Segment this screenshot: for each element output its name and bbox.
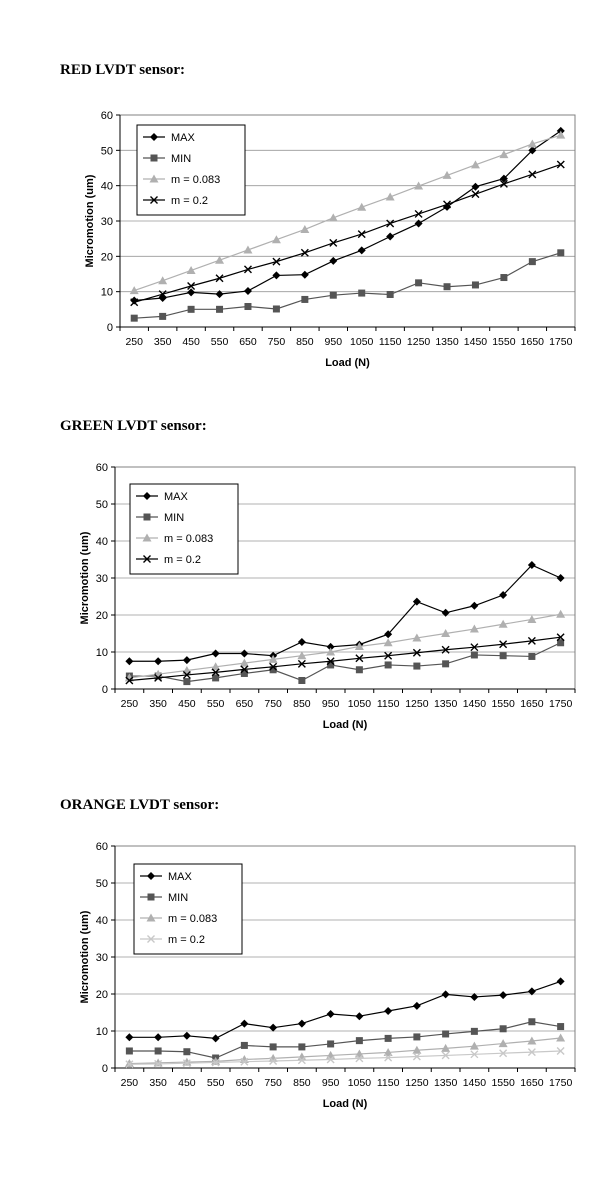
- x-tick-label: 1350: [435, 336, 459, 348]
- data-point-min: [471, 651, 478, 658]
- legend-label-max: MAX: [171, 132, 195, 144]
- data-point-min: [327, 1040, 334, 1047]
- data-point-m-0-2: [330, 239, 337, 246]
- data-point-min: [358, 290, 365, 297]
- data-point-max: [269, 1024, 277, 1032]
- y-tick-label: 10: [100, 286, 113, 299]
- series-line-min: [129, 1022, 560, 1058]
- legend-label-min: MIN: [164, 512, 185, 524]
- data-point-max: [298, 638, 306, 646]
- data-point-max: [499, 991, 507, 999]
- chart-red-lvdt: [0, 100, 600, 369]
- x-tick-labels: [120, 327, 575, 348]
- data-point-m-0-083: [329, 213, 338, 221]
- data-point-m-0-2: [472, 191, 479, 198]
- data-point-min: [500, 274, 507, 281]
- data-point-min: [442, 660, 449, 667]
- data-point-m-0-2: [301, 249, 308, 256]
- data-point-max: [471, 183, 479, 191]
- x-tick-label: 350: [149, 698, 167, 710]
- data-point-max: [355, 1012, 363, 1020]
- x-tick-label: 1750: [549, 336, 573, 348]
- y-axis-label: Micromotion (um): [79, 910, 91, 1004]
- data-point-max: [212, 649, 220, 657]
- data-point-max: [125, 1033, 133, 1041]
- x-tick-label: 850: [293, 1077, 311, 1089]
- y-tick-label: 0: [106, 322, 113, 334]
- y-tick-label: 50: [95, 878, 108, 890]
- x-tick-labels: [115, 1068, 575, 1089]
- y-tick-label: 40: [100, 180, 113, 193]
- y-tick-label: 30: [95, 952, 108, 964]
- data-point-m-0-2: [244, 266, 251, 273]
- y-tick-label: 0: [101, 1063, 108, 1075]
- x-tick-label: 550: [206, 1077, 225, 1089]
- data-point-min: [500, 1025, 507, 1032]
- y-tick-label: 60: [95, 462, 108, 474]
- x-tick-label: 650: [239, 336, 257, 348]
- chart-green-lvdt: [0, 457, 600, 737]
- data-point-max: [413, 1002, 421, 1010]
- data-point-min: [557, 249, 564, 256]
- y-tick-label: 60: [100, 110, 113, 122]
- x-tick-label: 1150: [376, 698, 400, 710]
- x-tick-label: 350: [149, 1077, 167, 1089]
- data-point-min: [413, 663, 420, 670]
- x-axis-label: Load (N): [322, 719, 368, 731]
- x-tick-label: 250: [125, 336, 143, 348]
- data-point-min: [298, 677, 305, 684]
- data-point-min: [270, 1043, 277, 1050]
- data-point-max: [557, 574, 565, 582]
- data-point-min: [131, 315, 138, 322]
- legend-label-m-0-2: m = 0.2: [171, 195, 208, 207]
- chart-orange-lvdt: [0, 835, 600, 1115]
- y-tick-label: 30: [100, 216, 113, 228]
- legend: [130, 484, 238, 574]
- x-tick-label: 450: [178, 1077, 196, 1089]
- data-point-max: [212, 1034, 220, 1042]
- x-tick-label: 1550: [491, 698, 515, 710]
- x-tick-label: 250: [120, 1077, 139, 1089]
- data-point-m-0-083: [556, 610, 565, 618]
- x-tick-label: 1250: [406, 336, 431, 348]
- x-tick-label: 1350: [433, 698, 458, 710]
- data-point-max: [329, 257, 337, 265]
- y-tick-label: 20: [100, 251, 113, 264]
- section-title-red: RED LVDT sensor:: [60, 62, 186, 78]
- data-point-max: [183, 1032, 191, 1040]
- data-point-min: [385, 1035, 392, 1042]
- data-point-max: [470, 602, 478, 610]
- data-point-min: [244, 303, 251, 310]
- legend-marker-min: [144, 514, 151, 521]
- x-tick-label: 450: [178, 698, 196, 710]
- data-point-m-0-2: [273, 258, 280, 265]
- data-point-max: [130, 297, 138, 305]
- y-tick-label: 50: [100, 145, 113, 158]
- x-axis-label: Load (N): [325, 357, 370, 369]
- x-tick-label: 750: [267, 336, 286, 348]
- x-tick-label: 950: [321, 698, 340, 710]
- series-m-0-083: [125, 1034, 565, 1068]
- x-tick-label: 850: [293, 698, 311, 710]
- series-max: [125, 977, 564, 1042]
- data-point-m-0-083: [300, 225, 309, 233]
- data-point-min: [356, 666, 363, 673]
- data-point-min: [385, 661, 392, 668]
- x-tick-label: 1050: [350, 336, 374, 348]
- data-point-min: [216, 306, 223, 313]
- legend-label-m-0-2: m = 0.2: [168, 934, 205, 946]
- y-tick-labels: [101, 110, 120, 334]
- legend-label-min: MIN: [171, 153, 192, 165]
- data-point-max: [154, 657, 162, 665]
- data-point-max: [154, 1033, 162, 1041]
- x-tick-label: 1150: [376, 1077, 400, 1089]
- y-axis-label: Micromotion (um): [84, 174, 96, 268]
- y-tick-label: 50: [95, 499, 108, 511]
- data-point-min: [472, 281, 479, 288]
- legend-label-max: MAX: [168, 871, 192, 883]
- data-point-min: [241, 1042, 248, 1049]
- data-point-max: [358, 246, 366, 254]
- data-point-min: [528, 1018, 535, 1025]
- data-point-min: [183, 678, 190, 685]
- data-point-max: [301, 271, 309, 279]
- data-point-min: [155, 1047, 162, 1054]
- data-point-min: [301, 296, 308, 303]
- legend-label-max: MAX: [164, 491, 188, 503]
- x-tick-label: 550: [206, 698, 225, 710]
- data-point-min: [330, 292, 337, 299]
- legend-label-min: MIN: [168, 892, 189, 904]
- data-point-m-0-2: [557, 161, 564, 168]
- data-point-max: [327, 1010, 335, 1018]
- x-tick-label: 1050: [347, 1077, 372, 1089]
- data-point-min: [273, 305, 280, 312]
- y-tick-label: 10: [95, 647, 108, 659]
- data-point-min: [528, 653, 535, 660]
- series-line-min: [129, 643, 560, 682]
- x-tick-label: 1450: [462, 1077, 487, 1089]
- x-tick-label: 450: [182, 336, 200, 348]
- x-tick-label: 550: [210, 336, 229, 348]
- data-point-min: [327, 661, 334, 668]
- y-tick-label: 30: [95, 573, 108, 585]
- data-point-min: [442, 1030, 449, 1037]
- x-tick-label: 1550: [492, 336, 516, 348]
- x-tick-label: 750: [264, 1077, 282, 1089]
- x-tick-label: 1450: [462, 698, 487, 710]
- x-tick-label: 650: [235, 1077, 254, 1089]
- data-point-max: [240, 1020, 248, 1028]
- x-tick-label: 1650: [520, 336, 545, 348]
- data-point-min: [413, 1033, 420, 1040]
- x-tick-label: 1650: [520, 1077, 544, 1089]
- legend-label-m-0-2: m = 0.2: [164, 554, 201, 566]
- data-point-max: [298, 1020, 306, 1028]
- data-point-m-0-2: [358, 231, 365, 238]
- y-tick-label: 40: [95, 536, 108, 548]
- data-point-max: [384, 1007, 392, 1015]
- x-tick-label: 1550: [491, 1077, 515, 1089]
- data-point-min: [387, 291, 394, 298]
- data-point-m-0-083: [443, 171, 452, 179]
- data-point-m-0-2: [216, 275, 223, 282]
- data-point-min: [188, 306, 195, 313]
- x-tick-label: 650: [235, 698, 254, 710]
- series-min: [131, 249, 565, 321]
- series-line-max: [129, 565, 560, 661]
- x-tick-label: 850: [296, 336, 314, 348]
- legend: [134, 864, 242, 954]
- x-tick-label: 250: [120, 698, 139, 710]
- y-tick-label: 60: [95, 841, 108, 853]
- data-point-m-0-2: [415, 210, 422, 217]
- legend-label-m-0-083: m = 0.083: [168, 913, 218, 925]
- x-tick-labels: [115, 689, 575, 710]
- data-point-min: [557, 1023, 564, 1030]
- data-point-max: [183, 656, 191, 664]
- x-axis-label: Load (N): [322, 1098, 368, 1110]
- y-tick-label: 40: [95, 915, 108, 927]
- data-point-max: [272, 271, 280, 279]
- data-point-max: [240, 649, 248, 657]
- data-point-max: [386, 233, 394, 241]
- data-point-min: [529, 258, 536, 265]
- data-point-min: [444, 283, 451, 290]
- data-point-m-0-083: [386, 192, 395, 200]
- x-tick-label: 1050: [347, 698, 372, 710]
- x-tick-label: 350: [153, 336, 172, 348]
- x-tick-label: 1650: [520, 698, 544, 710]
- data-point-max: [125, 657, 133, 665]
- data-point-min: [356, 1037, 363, 1044]
- data-point-max: [442, 990, 450, 998]
- legend-label-m-0-083: m = 0.083: [171, 174, 221, 186]
- legend-marker-min: [148, 894, 155, 901]
- data-point-min: [126, 1047, 133, 1054]
- series-line-min: [134, 253, 561, 318]
- x-tick-label: 750: [264, 698, 282, 710]
- data-point-m-0-083: [556, 131, 565, 139]
- x-tick-label: 1150: [378, 336, 402, 348]
- section-title-green: GREEN LVDT sensor:: [60, 418, 207, 434]
- y-tick-labels: [96, 841, 115, 1075]
- data-point-max: [442, 609, 450, 617]
- y-tick-labels: [96, 462, 115, 696]
- data-point-min: [183, 1048, 190, 1055]
- legend-label-m-0-083: m = 0.083: [164, 533, 214, 545]
- x-tick-label: 1250: [405, 698, 429, 710]
- data-point-min: [159, 313, 166, 320]
- x-tick-label: 1750: [548, 698, 573, 710]
- x-tick-label: 1450: [463, 336, 488, 348]
- data-point-m-0-2: [529, 171, 536, 178]
- y-tick-label: 0: [101, 684, 108, 696]
- x-tick-label: 1350: [433, 1077, 458, 1089]
- y-tick-label: 20: [95, 610, 108, 622]
- x-tick-label: 1250: [405, 1077, 429, 1089]
- data-point-max: [557, 977, 565, 985]
- legend-marker-min: [151, 155, 158, 162]
- data-point-min: [415, 279, 422, 286]
- data-point-m-0-083: [499, 150, 508, 158]
- data-point-min: [471, 1028, 478, 1035]
- y-tick-label: 10: [95, 1026, 108, 1038]
- y-tick-label: 20: [95, 989, 108, 1001]
- legend: [137, 125, 245, 215]
- y-axis-label: Micromotion (um): [79, 531, 91, 625]
- data-point-m-0-083: [556, 1034, 565, 1042]
- series-m-0-2: [126, 1047, 564, 1067]
- x-tick-label: 950: [324, 336, 343, 348]
- x-tick-label: 1750: [548, 1077, 573, 1089]
- section-title-orange: ORANGE LVDT sensor:: [60, 797, 220, 813]
- x-tick-label: 950: [321, 1077, 340, 1089]
- data-point-max: [244, 287, 252, 295]
- data-point-min: [500, 652, 507, 659]
- data-point-min: [298, 1043, 305, 1050]
